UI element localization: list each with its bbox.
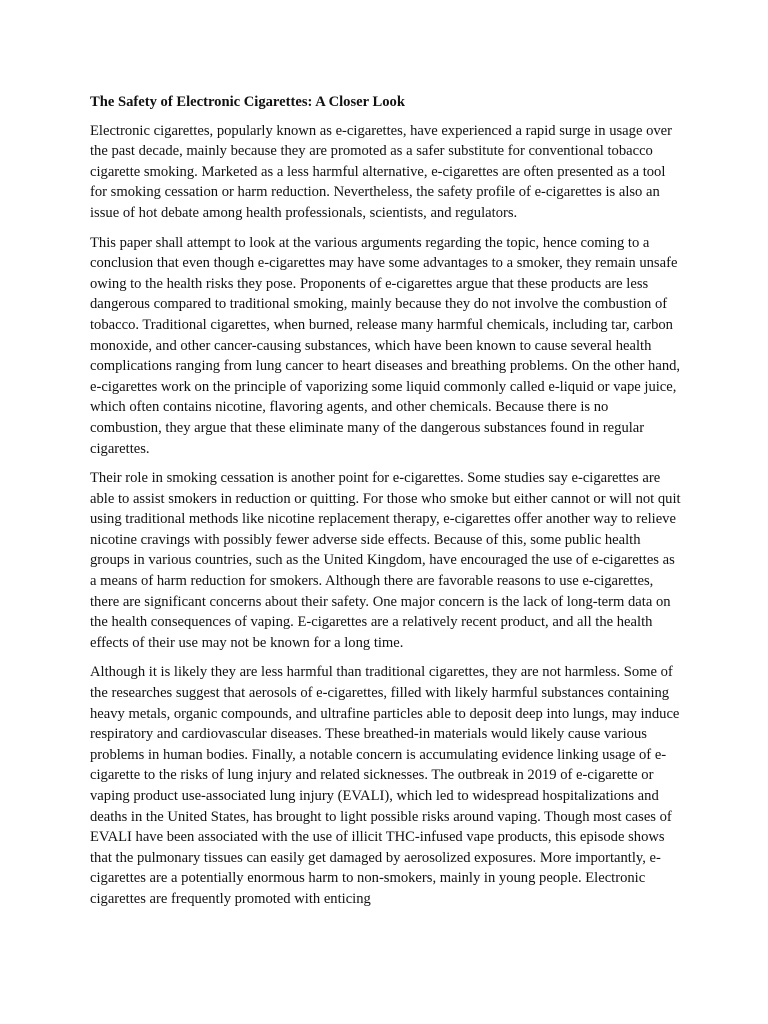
paragraph-4: Although it is likely they are less harmful than traditional cigarettes, they are not harmless. Some of the researches suggest that aerosols of e-cigarettes, filled with likely harmful substances containing heavy metals, organic compounds, and ultrafine particles able to deposit deep into lungs, may induce respiratory and cardiovascular diseases. These breathed-in materials would likely cause various problems in human bodies. Finally, a notable concern is accumulating evidence linking usage of e-cigarette to the risks of lung injury and related sicknesses. The outbreak in 2019 of e-cigarette or vaping product use-associated lung injury (EVALI), which led to widespread hospitalizations and deaths in the United States, has brought to light possible risks around vaping. Though most cases of EVALI have been associated with the use of illicit THC-infused vape products, this episode shows that the pulmonary tissues can easily get damaged by aerosolized exposures. More importantly, e-cigarettes are a potentially enormous harm to non-smokers, mainly in young people. Electronic cigarettes are frequently promoted with enticing (90, 664, 680, 907)
paragraph-1: Electronic cigarettes, popularly known as e-cigarettes, have experienced a rapid surge in usage over the past decade, mainly because they are promoted as a safer substitute for conventional tobacco cigarette smoking. Marketed as a less harmful alternative, e-cigarettes are often presented as a tool for smoking cessation or harm reduction. Nevertheless, the safety profile of e-cigarettes is also an issue of hot debate among health professionals, scientists, and regulators. (90, 122, 673, 221)
paragraph-2: This paper shall attempt to look at the various arguments regarding the topic, hence coming to a conclusion that even though e-cigarettes may have some advantages to a smoker, they remain unsafe owing to the health risks they pose. Proponents of e-cigarettes argue that these products are less dangerous compared to traditional smoking, mainly because they do not involve the combustion of tobacco. Traditional cigarettes, when burned, release many harmful chemicals, including tar, carbon monoxide, and other cancer-causing substances, which have been known to cause several health complications ranging from lung cancer to heart diseases and breathing problems. On the other hand, e-cigarettes work on the principle of vaporizing some liquid commonly called e-liquid or vape juice, which often contains nicotine, flavoring agents, and other chemicals. Because there is no combustion, they argue that these eliminate many of the dangerous substances found in regular cigarettes. (90, 234, 681, 457)
document-body (90, 92, 682, 919)
document-title: The Safety of Electronic Cigarettes: A Closer Look (90, 94, 405, 110)
paragraph-3: Their role in smoking cessation is another point for e-cigarettes. Some studies say e-cigarettes are able to assist smokers in reduction or quitting. For those who smoke but either cannot or will not quit using traditional methods like nicotine replacement therapy, e-cigarettes offer another way to relieve nicotine cravings with possibly fewer adverse side effects. Because of this, some public health groups in various countries, such as the United Kingdom, have encouraged the use of e-cigarettes as a means of harm reduction for smokers. Although there are favorable reasons to use e-cigarettes, there are significant concerns about their safety. One major concern is the lack of long-term data on the health consequences of vaping. E-cigarettes are a relatively recent product, and all the health effects of their use may not be known for a long time. (90, 470, 681, 651)
